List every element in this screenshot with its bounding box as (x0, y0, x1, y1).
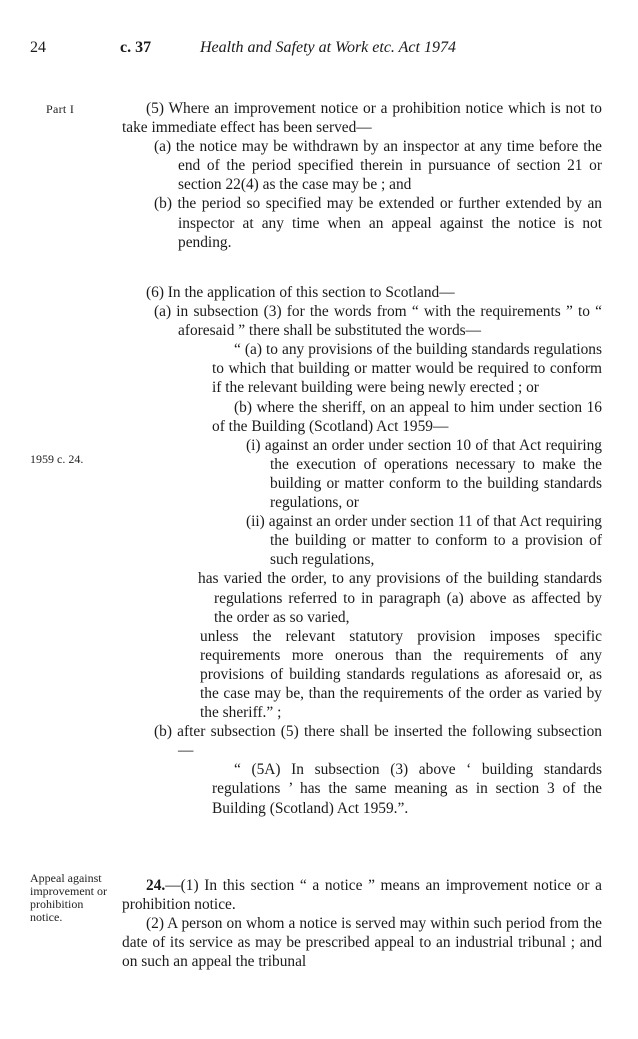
subsection-6-a: (a) in subsection (3) for the words from “ with the requirements ” to “ aforesaid ” there shall be substituted the words— (154, 303, 602, 340)
quoted-item-i: (i) against an order under section 10 of that Act requiring the execution of operations necessary to make the building or matter conform to the building standards regulations, or (246, 436, 602, 512)
margin-citation: 1959 c. 24. (30, 452, 84, 466)
section-24-subsection-1 (122, 876, 602, 914)
section-24-number: 24. (146, 877, 166, 894)
subsection-5-intro: (5) Where an improvement notice or a prohibition notice which is not to take immediate effect has been served— (122, 100, 602, 137)
subsection-6-intro: (6) In the application of this section to Scotland— (146, 284, 455, 301)
unless-clause: unless the relevant statutory provision imposes specific requirements more onerous than the requirements of any provisions of building standards regulations as aforesaid or, as the case may be, than the requirements of the order as varied by the sheriff.” ; (200, 627, 602, 722)
act-title: Health and Safety at Work etc. Act 1974 (200, 39, 456, 56)
has-varied-clause: has varied the order, to any provisions of the building standards regulations referred to in paragraph (a) above as affected by the order as so varied, (198, 570, 602, 626)
section-24 (122, 876, 602, 971)
quoted-paragraph-a: “ (a) to any provisions of the building standards regulations to which that building or matter would be required to conform if the relevant building were being newly erected ; or (212, 341, 602, 397)
section-24-subsection-2: (2) A person on whom a notice is served may within such period from the date of its service as may be prescribed appeal to an industrial tribunal ; and on such an appeal the tribunal (122, 915, 602, 971)
section-24-sub1-text: —(1) In this section “ a notice ” means an improvement notice or a prohibition notice. (122, 877, 602, 914)
margin-appeal-note: Appeal against improvement or prohibition notice. (30, 871, 107, 924)
quoted-paragraph-b: (b) where the sheriff, on an appeal to him under section 16 of the Building (Scotland) Act 1959— (212, 398, 602, 435)
subsection-5-a: (a) the notice may be withdrawn by an inspector at any time before the end of the period specified therein in pursuance of section 21 or section 22(4) as the case may be ; and (154, 138, 602, 194)
subsection-6-b: (b) after subsection (5) there shall be inserted the following subsection— (154, 723, 602, 760)
subsection-5-b: (b) the period so specified may be extended or further extended by an inspector at any time when an appeal against the notice is not pending. (154, 195, 602, 251)
quoted-subsection-5a: “ (5A) In subsection (3) above ‘ building standards regulations ’ has the same meaning as in section 3 of the Building (Scotland) Act 1959.”. (212, 761, 602, 817)
subsection-5 (122, 99, 602, 252)
page-number: 24 (30, 39, 46, 56)
margin-part-label: Part I (46, 102, 75, 116)
subsection-6 (122, 283, 602, 818)
quoted-item-ii: (ii) against an order under section 11 of that Act requiring the building or matter to conform to a provision of such regulations, (246, 513, 602, 569)
chapter-number: c. 37 (120, 39, 152, 56)
